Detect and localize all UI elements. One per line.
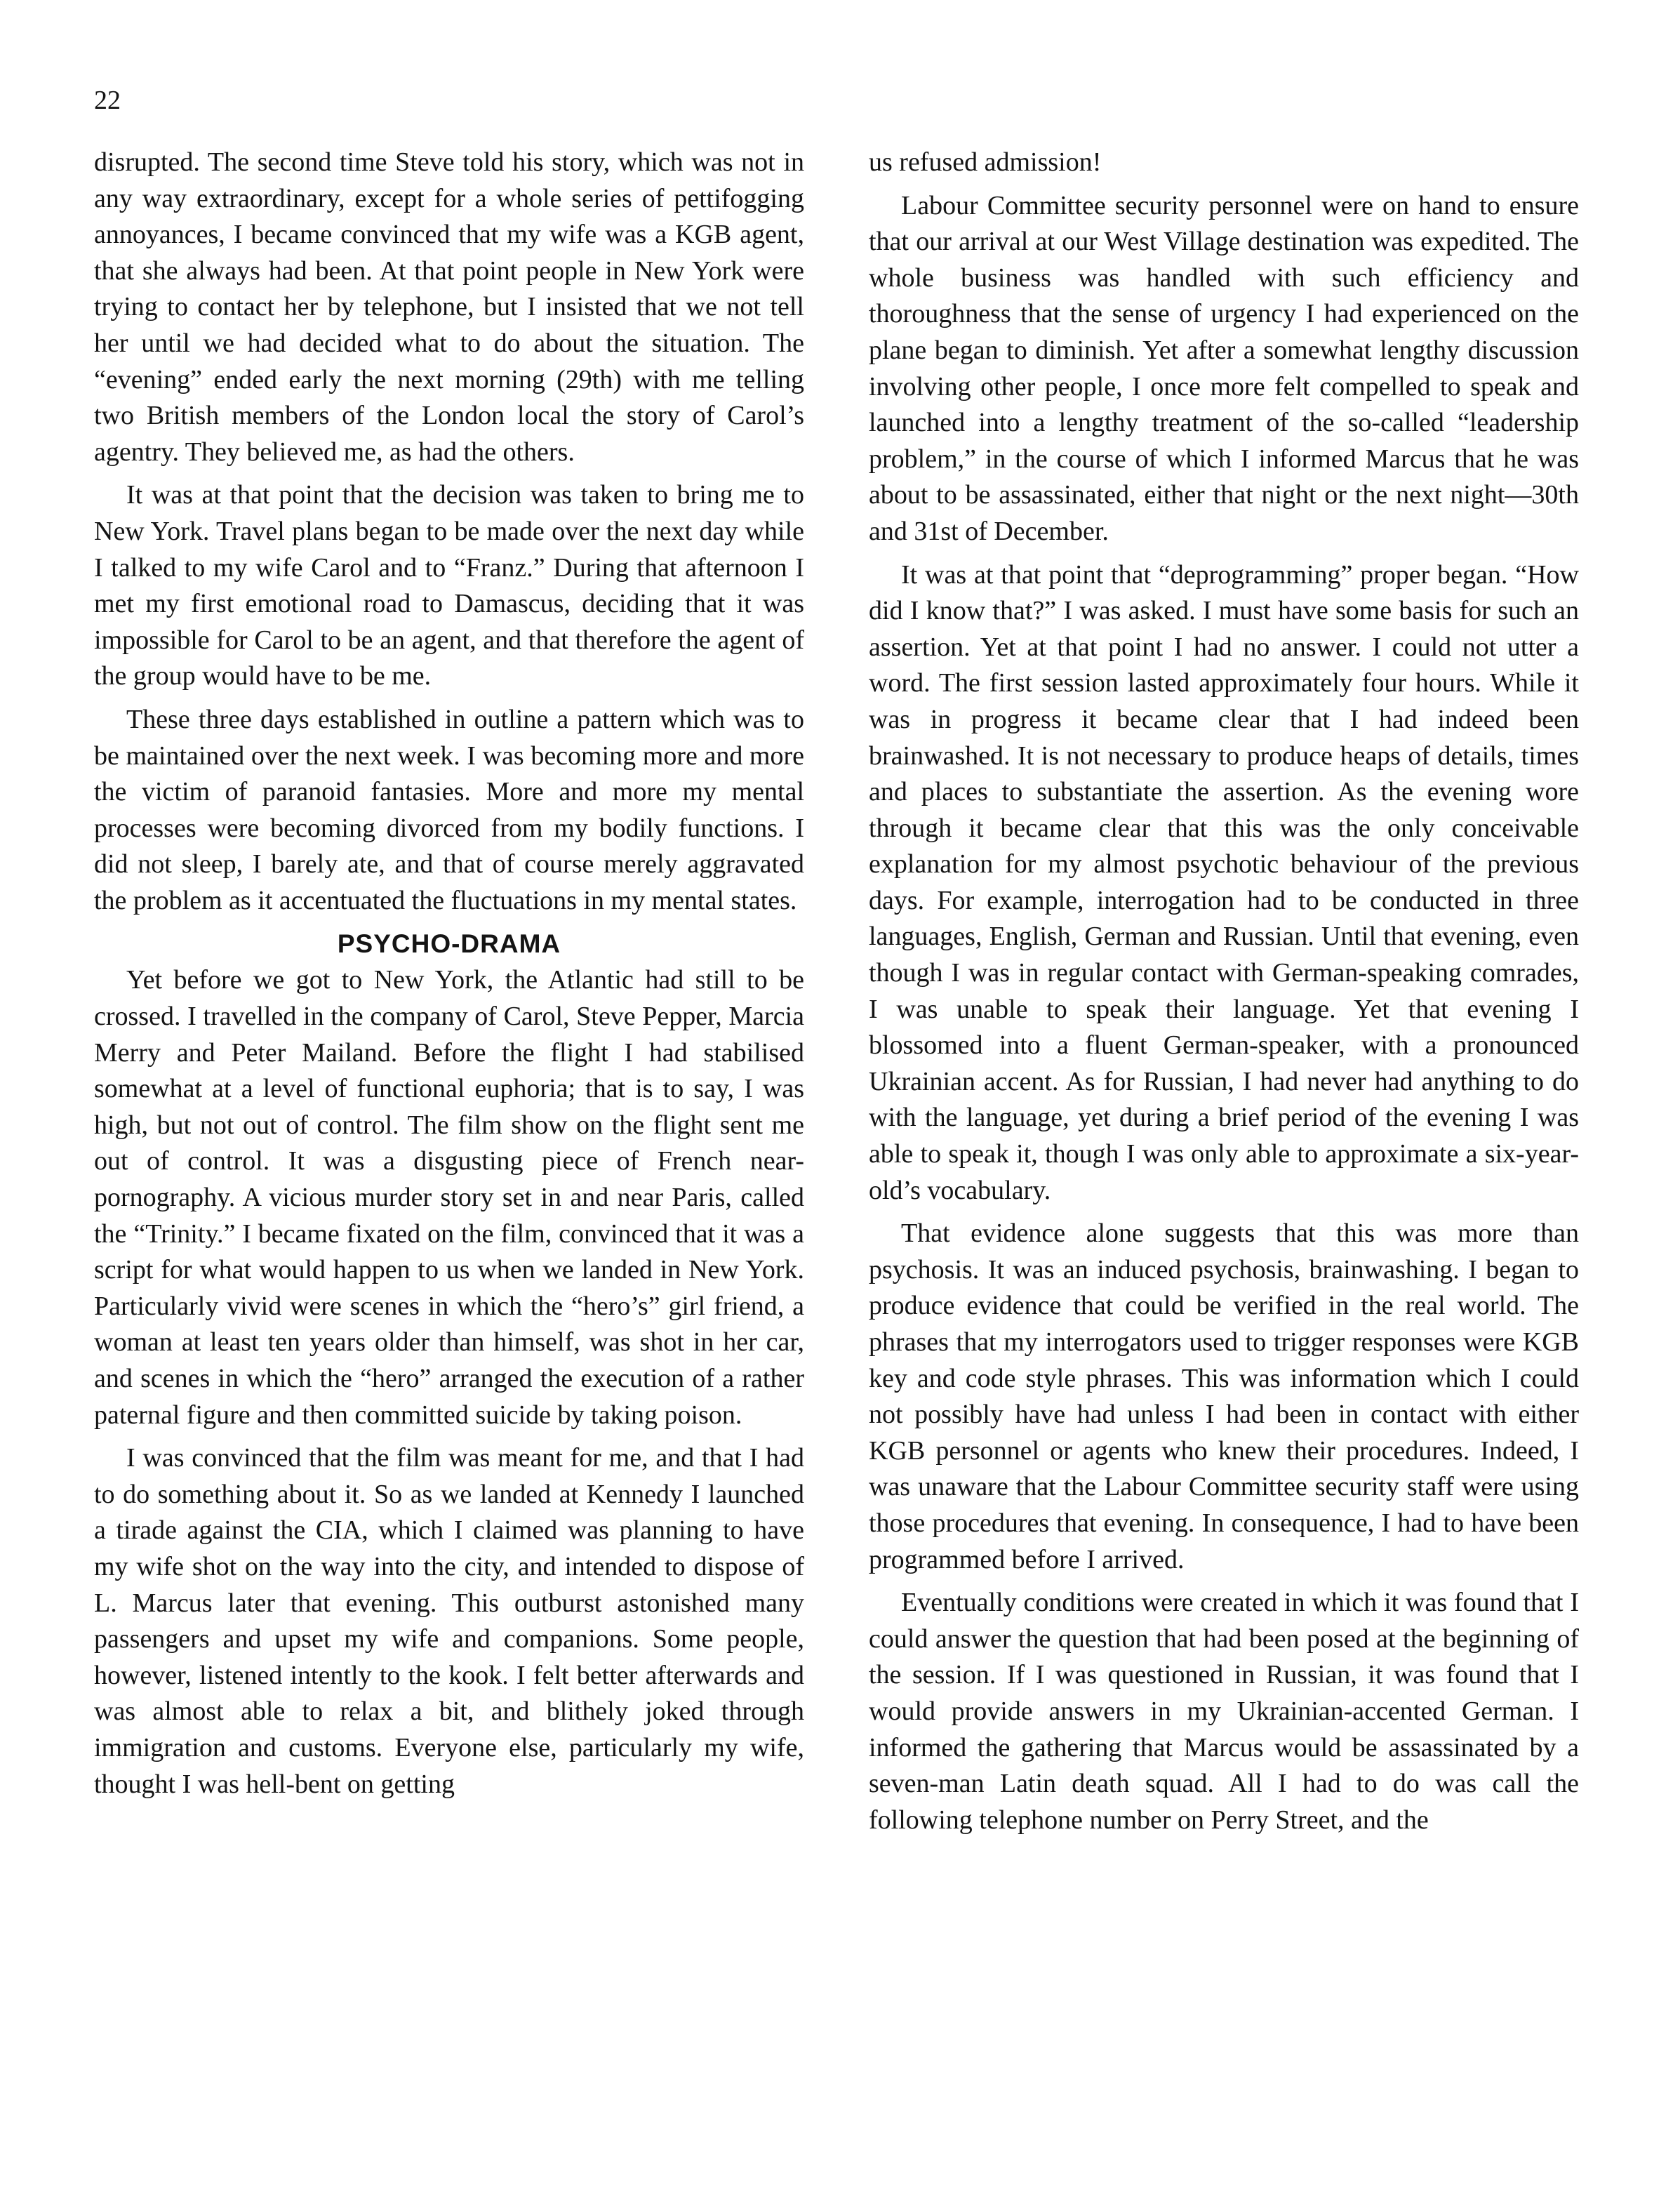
body-paragraph: These three days established in outline a pattern which was to be maintained over the next week. I was becoming more and more the victim of paranoid fantasies. More and more my mental processes were becoming divorced from my bodily functions. I did not sleep, I barely ate, and that of course merely aggravated the problem as it accentuated the fluctuations in my mental states.: [94, 704, 804, 915]
body-paragraph: Labour Committee security personnel were on hand to ensure that our arrival at our West Village destination was expedited. The whole business was handled with such efficiency and thoroughness that the sense of urgency I had experienced on the plane began to diminish. Yet after a somewhat lengthy discussion involving other people, I once more felt compelled to speak and launched into a lengthy treatment of the so-called “leadership problem,” in the course of which I informed Marcus that he was about to be assassinated, either that night or the next night—30th and 31st of December.: [869, 190, 1579, 546]
body-paragraph: us refused admission!: [869, 147, 1102, 177]
body-paragraph: It was at that point that the decision was taken to bring me to New York. Travel plans began to be made over the next day while I talked to my wife Carol and to “Franz.” During that afternoon I met my first emotional road to Damascus, deciding that it was impossible for Carol to be an agent, and that therefore the agent of the group would have to be me.: [94, 480, 804, 691]
body-paragraph: I was convinced that the film was meant for me, and that I had to do something about it. So as we landed at Kennedy I launched a tirade against the CIA, which I claimed was planning to have my wife shot on the way into the city, and intended to dispose of L. Marcus later that evening. This outburst astonished many passengers and upset my wife and companions. Some people, however, listened intently to the kook. I felt better afterwards and was almost able to relax a bit, and blithely joked through immigration and customs. Everyone else, particularly my wife, thought I was hell-bent on getting: [94, 1443, 804, 1799]
left-column: [94, 145, 804, 1810]
body-paragraph: That evidence alone suggests that this was more than psychosis. It was an induced psychosis, brainwashing. I began to produce evidence that could be verified in the real world. The phrases that my interrogators used to trigger responses were KGB key and code style phrases. This was information which I could not possibly have had unless I had been in contact with either KGB personnel or agents who knew their procedures. Indeed, I was unaware that the Labour Committee security staff were using those procedures that evening. In consequence, I had to have been programmed before I arrived.: [869, 1219, 1579, 1574]
body-paragraph: disrupted. The second time Steve told his story, which was not in any way extraordinary, except for a whole series of pettifogging annoyances, I became convinced that my wife was a KGB agent, that she always had been. At that point people in New York were trying to contact her by telephone, but I insisted that we not tell her until we had decided what to do about the situation. The “evening” ended early the next morning (29th) with me telling two British members of the London local the story of Carol’s agentry. They believed me, as had the others.: [94, 147, 804, 467]
right-column: [869, 145, 1579, 1845]
section-heading: PSYCHO-DRAMA: [337, 929, 561, 959]
body-paragraph: It was at that point that “deprogramming” proper began. “How did I know that?” I was asked. I must have some basis for such an assertion. Yet at that point I had no answer. I could not utter a word. The first session lasted approximately four hours. While it was in progress it became clear that I had indeed been brainwashed. It is not necessary to produce heaps of details, times and places to substantiate the assertion. As the evening wore through it became clear that this was the only conceivable explanation for my almost psychotic behaviour of the previous days. For example, interrogation had to be conducted in three languages, English, German and Russian. Until that evening, even though I was in regular contact with German-speaking comrades, I was unable to speak their language. Yet that evening I blossomed into a fluent German-speaker, with a pronounced Ukrainian accent. As for Russian, I had never had anything to do with the language, yet during a brief period of the evening I was able to speak it, though I was only able to approximate a six-year-old’s vocabulary.: [869, 559, 1579, 1205]
body-paragraph: Eventually conditions were created in which it was found that I could answer the question that had been posed at the beginning of the session. If I was questioned in Russian, it was found that I would provide answers in my Ukrainian-accented German. I informed the gathering that Marcus would be assassinated by a seven-man Latin death squad. All I had to do was call the following telephone number on Perry Street, and the: [869, 1588, 1579, 1835]
page-number: 22: [94, 86, 121, 115]
body-paragraph: Yet before we got to New York, the Atlantic had still to be crossed. I travelled in the company of Carol, Steve Pepper, Marcia Merry and Peter Mailand. Before the flight I had stabilised somewhat at a level of functional euphoria; that is to say, I was high, but not out of control. The film show on the flight sent me out of control. It was a disgusting piece of French near-pornography. A vicious murder story set in and near Paris, called the “Trinity.” I became fixated on the film, convinced that it was a script for what would happen to us when we landed in New York. Particularly vivid were scenes in which the “hero’s” girl friend, a woman at least ten years older than himself, was shot in her car, and scenes in which the “hero” arranged the execution of a rather paternal figure and then committed suicide by taking poison.: [94, 965, 804, 1430]
